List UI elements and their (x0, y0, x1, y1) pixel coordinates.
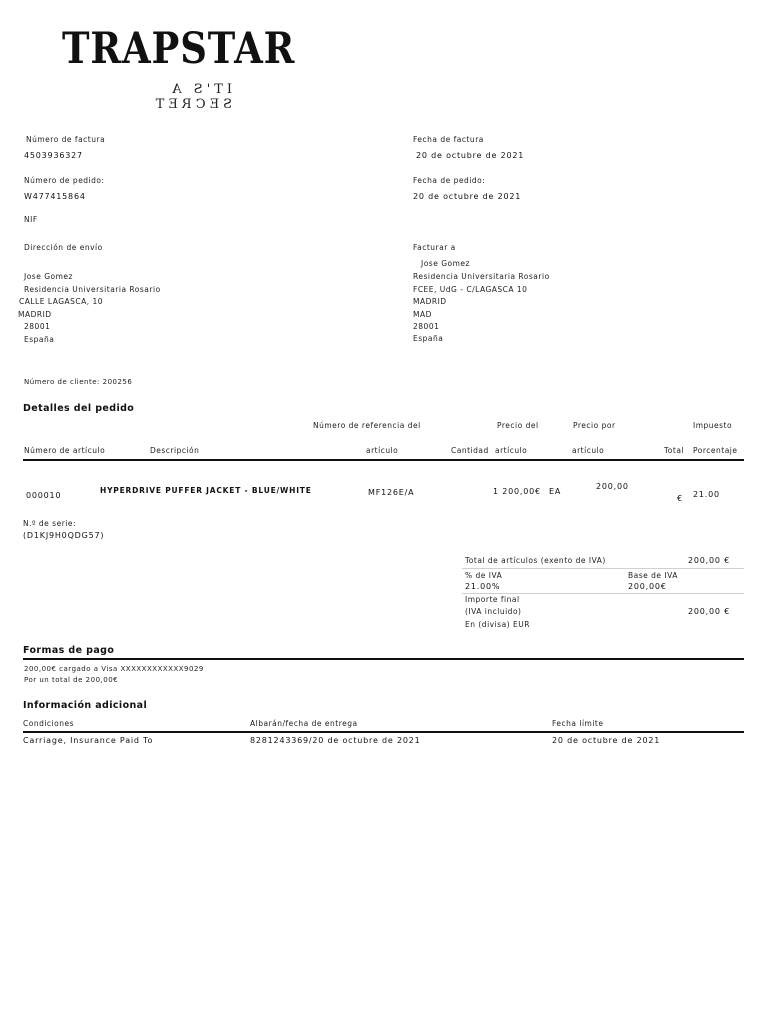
shipping-line: MADRID (18, 310, 52, 319)
conditions-header: Condiciones (23, 719, 74, 728)
invoice-number-label: Número de factura (26, 135, 106, 144)
payment-line2: Por un total de 200,00€ (24, 676, 119, 684)
billing-line: MAD (413, 310, 432, 319)
billing-line: 28001 (413, 322, 440, 331)
customer-number: Número de cliente: 200256 (24, 378, 133, 386)
order-details-title: Detalles del pedido (23, 403, 135, 414)
payment-title: Formas de pago (23, 645, 115, 656)
serial-label: N.º de serie: (23, 519, 77, 528)
final-label-line2: (IVA incluido) (465, 607, 522, 616)
ref-header-line1: Número de referencia del (313, 421, 421, 430)
billing-line: Jose Gomez (421, 259, 470, 268)
order-number: W477415864 (24, 192, 86, 201)
price-header-line1: Precio del (497, 421, 539, 430)
ref-header-line2: artículo (366, 446, 399, 455)
item-reference: MF126E/A (368, 488, 415, 497)
brand-name: TRAPSTAR (62, 24, 296, 74)
final-value: 200,00 € (688, 607, 731, 616)
vat-label: % de IVA (465, 571, 503, 580)
nif-label: NIF (24, 215, 38, 224)
shipping-line: CALLE LAGASCA, 10 (19, 297, 104, 306)
subtotal-value: 200,00 € (688, 556, 731, 565)
item-currency: € (677, 494, 683, 503)
item-unit: EA (549, 487, 562, 496)
item-total: 200,00 (596, 482, 629, 491)
quantity-header: Cantidad (451, 446, 489, 455)
item-qty-price: 1 200,00€ (493, 487, 541, 496)
payment-line1: 200,00€ cargado a Visa XXXXXXXXXXXX9029 (24, 665, 204, 673)
subtotal-label: Total de artículos (exento de IVA) (465, 556, 606, 565)
invoice-number: 4503936327 (24, 151, 83, 160)
additional-divider (23, 731, 744, 733)
total-header: Total (664, 446, 685, 455)
billing-line: FCEE, UdG - C/LAGASCA 10 (413, 285, 528, 294)
vat-value: 21.00% (465, 582, 501, 591)
deadline-value: 20 de octubre de 2021 (552, 736, 661, 745)
tax-header-line2: Porcentaje (693, 446, 738, 455)
totals-divider (462, 568, 744, 569)
item-number: 000010 (26, 491, 62, 500)
totals-divider (462, 593, 744, 594)
description-header: Descripción (150, 446, 200, 455)
delivery-header: Albarán/fecha de entrega (250, 719, 358, 728)
item-description: HYPERDRIVE PUFFER JACKET - BLUE/WHITE (100, 486, 312, 495)
shipping-title: Dirección de envío (24, 243, 103, 252)
delivery-value: 8281243369/20 de octubre de 2021 (250, 736, 421, 745)
additional-title: Información adicional (23, 700, 148, 711)
order-date: 20 de octubre de 2021 (413, 192, 522, 201)
shipping-line: Residencia Universitaria Rosario (24, 285, 161, 294)
item-tax: 21.00 (693, 490, 720, 499)
invoice-date: 20 de octubre de 2021 (416, 151, 525, 160)
brand-tagline: IT'S A SECRET (151, 82, 232, 112)
final-label-line1: Importe final (465, 595, 520, 604)
unit-price-header-line1: Precio por (573, 421, 616, 430)
final-label-line3: En (divisa) EUR (465, 620, 530, 629)
serial-number: (D1KJ9H0QDG57) (23, 531, 105, 540)
billing-line: España (413, 334, 444, 343)
shipping-line: 28001 (24, 322, 51, 331)
order-table-divider (23, 459, 744, 461)
billing-line: Residencia Universitaria Rosario (413, 272, 550, 281)
order-number-label: Número de pedido: (24, 176, 105, 185)
invoice-date-label: Fecha de factura (413, 135, 484, 144)
item-number-header: Número de artículo (24, 446, 106, 455)
billing-line: MADRID (413, 297, 447, 306)
brand-logo (62, 24, 296, 112)
vat-base-label: Base de IVA (628, 571, 678, 580)
price-header-line2: artículo (495, 446, 528, 455)
unit-price-header-line2: artículo (572, 446, 605, 455)
vat-base-value: 200,00€ (628, 582, 667, 591)
billing-title: Facturar a (413, 243, 456, 252)
order-date-label: Fecha de pedido: (413, 176, 486, 185)
shipping-line: Jose Gomez (24, 272, 73, 281)
conditions-value: Carriage, Insurance Paid To (23, 736, 154, 745)
deadline-header: Fecha límite (552, 719, 604, 728)
payment-divider (23, 658, 744, 660)
shipping-line: España (24, 335, 55, 344)
tax-header-line1: Impuesto (693, 421, 733, 430)
